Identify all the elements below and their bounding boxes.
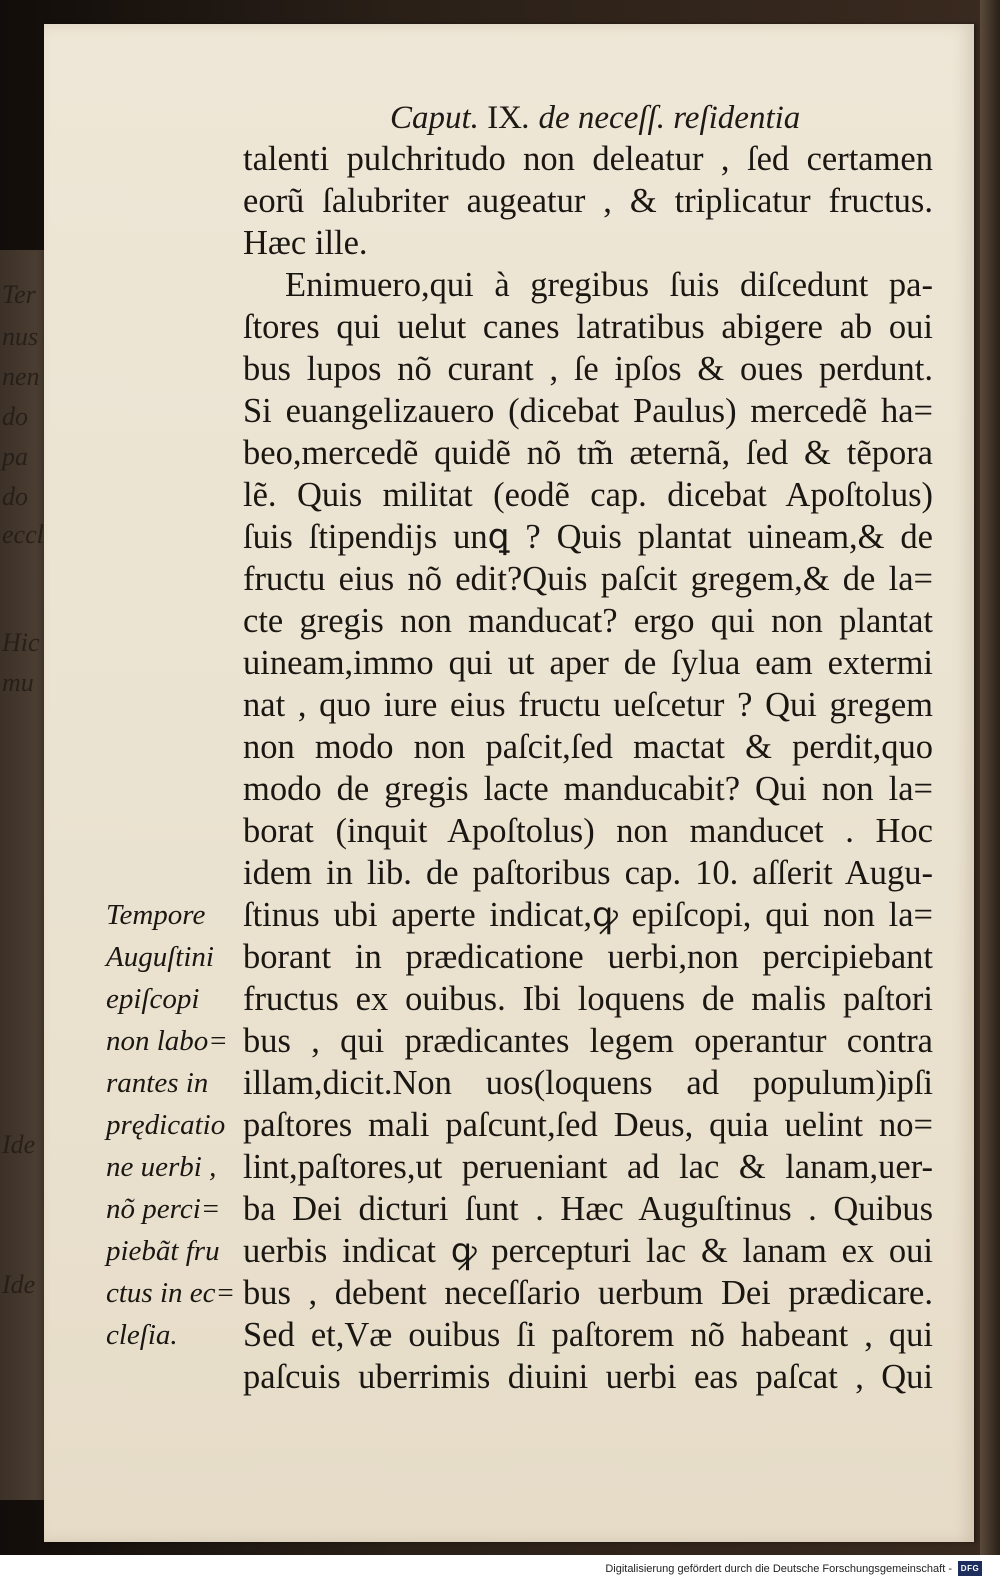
text-line: Enimuero,qui à gregibus ſuis diſcedunt pa- — [285, 266, 933, 304]
dfg-logo: DFG — [958, 1561, 982, 1576]
margin-note-line: piebãt fru — [106, 1235, 220, 1267]
prev-page-fragment: do — [2, 402, 28, 431]
text-line: talenti pulchritudo non deleatur , ſed certamen — [243, 140, 933, 178]
text-line: ſtinus ubi aperte indicat,ꝙ epiſcopi, qui non la= — [243, 896, 933, 934]
text-line: bus , debent neceſſario uerbum Dei prædicare. — [243, 1274, 933, 1312]
margin-note-line: nõ perci= — [106, 1193, 221, 1225]
text-line: idem in lib. de paſtoribus cap. 10. aſſerit Augu- — [243, 854, 933, 892]
text-line: Hæc ille. — [243, 224, 368, 262]
book-edge — [980, 0, 1000, 1555]
text-line: illam,dicit.Non uos(loquens ad populum)ipſi — [243, 1064, 933, 1102]
marginal-note — [106, 894, 241, 1356]
text-line: modo de gregis lacte manducabit? Qui non la= — [243, 770, 933, 808]
text-line: borat (inquit Apoſtolus) non manducet . Hoc — [243, 812, 933, 850]
margin-note-line: non labo= — [106, 1025, 228, 1057]
prev-page-fragment: Ide — [2, 1270, 36, 1299]
funding-credit: Digitalisierung gefördert durch die Deutsche Forschungsgemeinschaft - — [605, 1563, 952, 1575]
header-chapter-numeral: IX — [487, 100, 523, 136]
margin-note-line: prędicatio — [106, 1109, 226, 1141]
text-line: Sed et,Væ ouibus ſi paſtorem nõ habeant , qui — [243, 1316, 933, 1354]
text-line: paſcuis uberrimis diuini uerbi eas paſcat , Qui — [243, 1358, 933, 1396]
prev-page-fragment: nus — [2, 322, 39, 351]
margin-note-line: Auguſtini — [106, 941, 214, 973]
prev-page-fragment: Ter — [2, 280, 36, 309]
text-line: nat , quo iure eius fructu ueſcetur ? Qui gregem — [243, 686, 933, 724]
header-prefix: Caput. — [390, 100, 479, 136]
prev-page-fragment: mu — [2, 668, 34, 697]
header-suffix: . de neceſſ. reſidentia — [522, 100, 801, 136]
margin-note-line: Tempore — [106, 899, 206, 931]
margin-note-line: ctus in ec= — [106, 1277, 236, 1309]
prev-page-fragment: Hic — [2, 628, 40, 657]
margin-note-line: epiſcopi — [106, 983, 200, 1015]
text-line: ba Dei dicturi ſunt . Hæc Auguſtinus . Quibus — [243, 1190, 933, 1228]
text-line: eorũ ſalubriter augeatur , & triplicatur fructus. — [243, 182, 933, 220]
text-line: cte gregis non manducat? ergo qui non plantat — [243, 602, 933, 640]
text-line: uerbis indicat ꝙ percepturi lac & lanam ex oui — [243, 1232, 933, 1270]
prev-page-fragment: eccl — [2, 520, 44, 549]
page-running-header — [390, 100, 800, 137]
text-line: ſtores qui uelut canes latratibus abigere ab oui — [243, 308, 933, 346]
prev-page-fragment: pa — [2, 442, 28, 471]
prev-page-fragment: Ide — [2, 1130, 36, 1159]
margin-note-line: rantes in — [106, 1067, 209, 1099]
text-line: fructus ex ouibus. Ibi loquens de malis paſtori — [243, 980, 933, 1018]
text-line: paſtores mali paſcunt,ſed Deus, quia uelint no= — [243, 1106, 933, 1144]
margin-note-line: ne uerbi , — [106, 1151, 217, 1183]
text-line: lẽ. Quis militat (eodẽ cap. dicebat Apoſtolus) — [243, 476, 933, 514]
text-line: non modo non paſcit,ſed mactat & perdit,quo — [243, 728, 933, 766]
text-line: bus lupos nõ curant , ſe ipſos & oues perdunt. — [243, 350, 933, 388]
prev-page-fragment: nen — [2, 362, 40, 391]
text-line: lint,paſtores,ut perueniant ad lac & lanam,uer- — [243, 1148, 933, 1186]
text-line: fructu eius nõ edit?Quis paſcit gregem,& de la= — [243, 560, 933, 598]
text-line: bus , qui prædicantes legem operantur contra — [243, 1022, 933, 1060]
margin-note-line: cleſia. — [106, 1319, 178, 1351]
prev-page-fragment: do — [2, 482, 28, 511]
text-line: Si euangelizauero (dicebat Paulus) mercedẽ ha= — [243, 392, 933, 430]
main-text-block — [243, 138, 933, 1398]
text-line: borant in prædicatione uerbi,non percipiebant — [243, 938, 933, 976]
text-line: uineam,immo qui ut aper de ſylua eam extermi — [243, 644, 933, 682]
text-line: ſuis ſtipendijs unꝗ ? Quis plantat uineam,& de — [243, 518, 933, 556]
text-line: beo,mercedẽ quidẽ nõ tm̃ æternã, ſed & tẽpora — [243, 434, 933, 472]
